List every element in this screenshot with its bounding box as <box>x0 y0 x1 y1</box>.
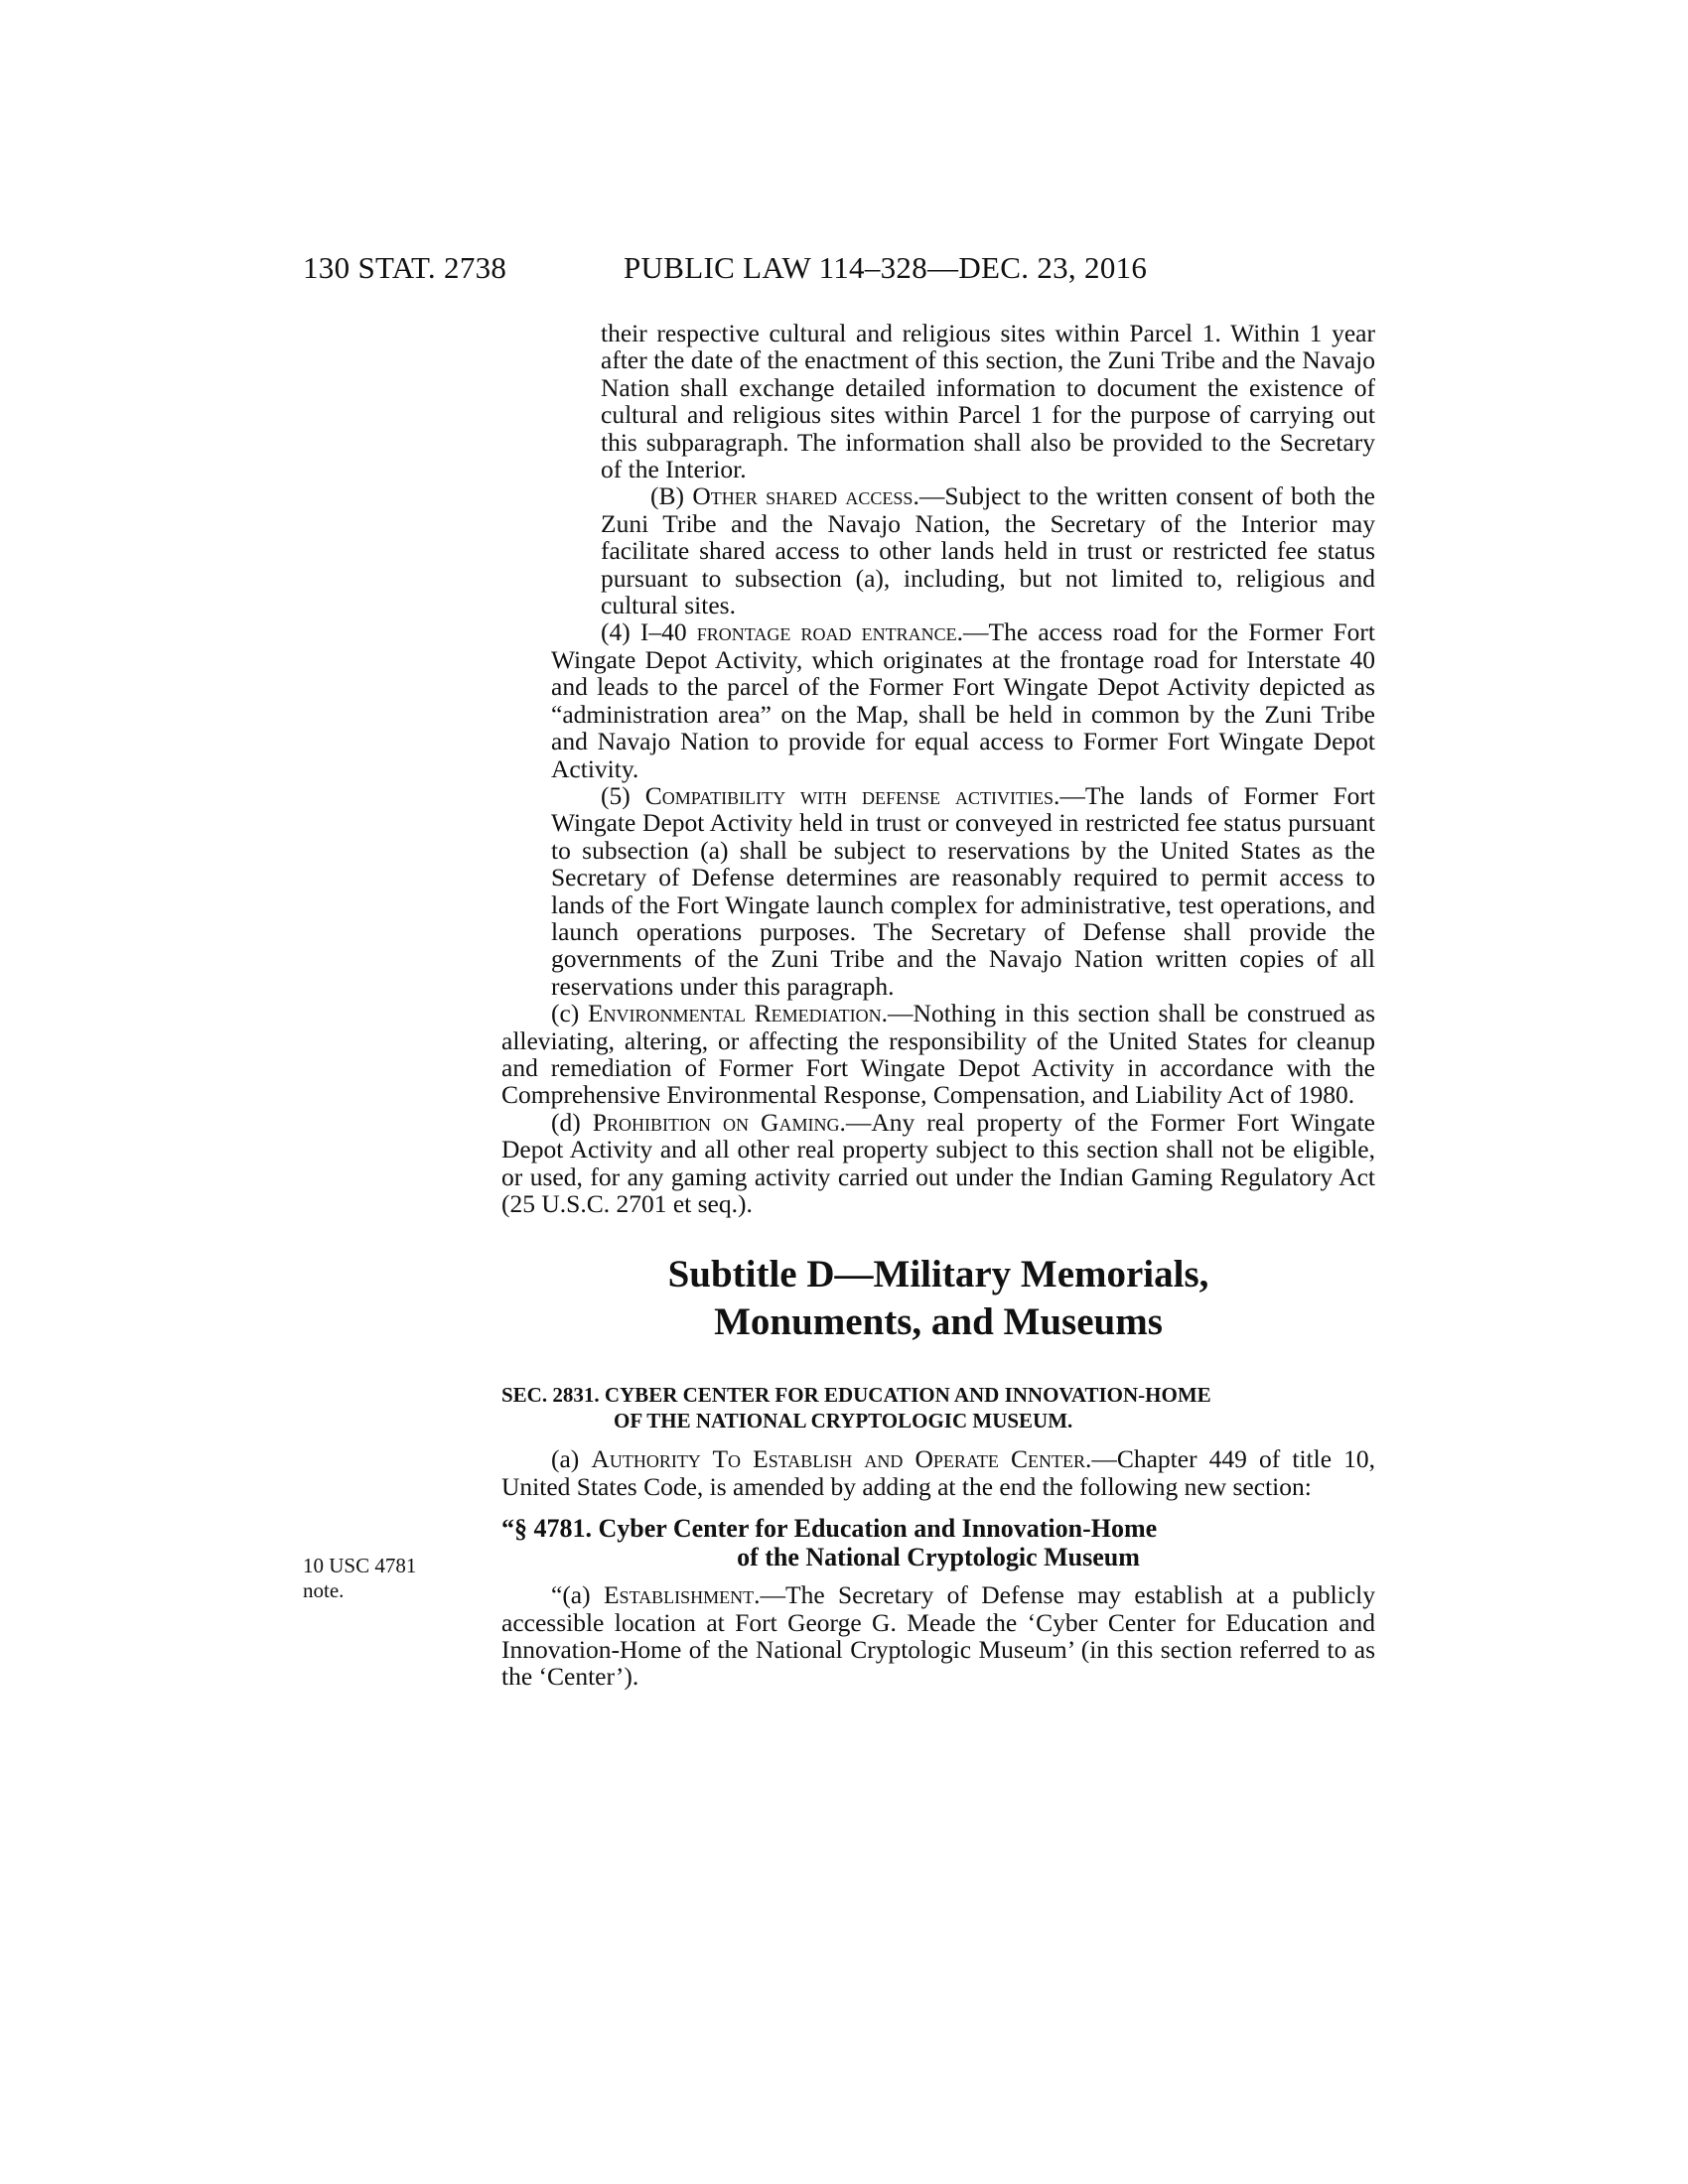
paragraph-heading: Compatibility with defense activities <box>644 780 1054 810</box>
paragraph-heading: Establishment <box>603 1580 755 1610</box>
margin-note-line: 10 USC 4781 <box>303 1554 417 1577</box>
document-body <box>501 320 1375 1691</box>
paragraph-heading: Other shared access <box>692 481 914 511</box>
paragraph-c-environmental-remediation <box>501 1000 1375 1109</box>
margin-note-line: note. <box>303 1578 345 1602</box>
section-heading <box>501 1382 1375 1433</box>
code-section-title-line: of the National Cryptologic Museum <box>737 1543 1140 1572</box>
paragraph-lead: (5) <box>601 780 645 810</box>
page-number: 130 STAT. 2738 <box>303 250 507 285</box>
paragraph-text: .—The lands of Former Fort Wingate Depot Activity held in trust or conveyed in restricted fee status pursuant to subsection (a) shall be subject to reservations by the United States as the Secretary of Defense determines are reasonably required to permit access to lands of the Fort Wingate launch complex for administrative, test operations, and launch operations purposes. The Secretary of Defense shall provide the governments of the Zuni Tribe and the Navajo Nation written copies of all reservations under this paragraph. <box>551 780 1376 1001</box>
paragraph-4-frontage-road <box>501 618 1375 781</box>
paragraph-lead: (d) <box>551 1107 593 1137</box>
section-heading-line: OF THE NATIONAL CRYPTOLOGIC MUSEUM. <box>614 1409 1073 1433</box>
paragraph-heading: I–40 frontage road entrance <box>639 617 957 647</box>
subtitle-heading <box>501 1251 1375 1346</box>
paragraph-heading: Prohibition on Gaming <box>592 1107 840 1137</box>
paragraph-text: .—The access road for the Former Fort Wingate Depot Activity, which originates at the frontage road for Interstate 40 and leads to the parcel of the Former Fort Wingate Depot Activity depicted as “administration area” on the Map, shall be held in common by the Zuni Tribe and Navajo Nation to provide for equal access to Former Fort Wingate Depot Activity. <box>551 617 1375 783</box>
code-section-title-line: “§ 4781. Cyber Center for Education and Innovation-Home <box>501 1514 1158 1544</box>
subtitle-line: Subtitle D—Military Memorials, <box>667 1253 1209 1297</box>
paragraph-lead: “(a) <box>551 1580 604 1610</box>
code-section-title <box>501 1514 1375 1571</box>
paragraph-text: .—Subject to the written consent of both the Zuni Tribe and the Navajo Nation, the Secretary of the Interior may facilitate shared access to other lands held in trust or restricted fee status pursuant to subsection (a), including, but not limited to, religious and cultural sites. <box>601 481 1375 620</box>
paragraph-lead: (B) <box>650 481 693 511</box>
paragraph-a-authority <box>501 1445 1375 1500</box>
paragraph-b-other-shared-access <box>501 482 1375 618</box>
paragraph-text: .—Nothing in this section shall be construed as alleviating, altering, or affecting the responsibility of the United States for cleanup and remediation of Former Fort Wingate Depot Activity in accordance with the Comprehensive Environmental Response, Compensation, and Liability Act of 1980. <box>501 999 1375 1110</box>
paragraph-lead: (c) <box>551 999 588 1028</box>
paragraph-text: .—The Secretary of Defense may establish at a publicly accessible location at Fort George G. Meade the ‘Cyber Center for Education and Innovation-Home of the National Cryptologic Museum’ (in this section referred to as the ‘Center’). <box>501 1580 1375 1692</box>
paragraph-text: .—Any real property of the Former Fort Wingate Depot Activity and all other real property subject to this section shall not be eligible, or used, for any gaming activity carried out under the Indian Gaming Regulatory Act (25 U.S.C. 2701 et seq.). <box>501 1107 1376 1218</box>
margin-note <box>303 1554 416 1603</box>
paragraph-continuation: their respective cultural and religious sites within Parcel 1. Within 1 year after the date of the enactment of this section, the Zuni Tribe and the Navajo Nation shall exchange detailed information to document the existence of cultural and religious sites within Parcel 1 for the purpose of carrying out this subparagraph. The information shall also be provided to the Secretary of the Interior. <box>601 319 1375 484</box>
paragraph-5-compatibility <box>501 782 1375 1000</box>
paragraph-d-prohibition-on-gaming <box>501 1109 1375 1218</box>
paragraph-heading: Authority To Establish and Operate Center <box>591 1444 1085 1474</box>
paragraph-establishment <box>501 1581 1375 1691</box>
subtitle-line: Monuments, and Museums <box>714 1300 1163 1344</box>
paragraph-text: .—Chapter 449 of title 10, United States Code, is amended by adding at the end the following new section: <box>501 1444 1375 1501</box>
paragraph-lead: (a) <box>551 1444 592 1474</box>
paragraph-heading: Environmental Remediation <box>587 999 882 1028</box>
running-head: PUBLIC LAW 114–328—DEC. 23, 2016 <box>624 250 1148 285</box>
paragraph-lead: (4) <box>601 617 640 647</box>
section-heading-line: SEC. 2831. CYBER CENTER FOR EDUCATION AND INNOVATION-HOME <box>501 1383 1211 1408</box>
